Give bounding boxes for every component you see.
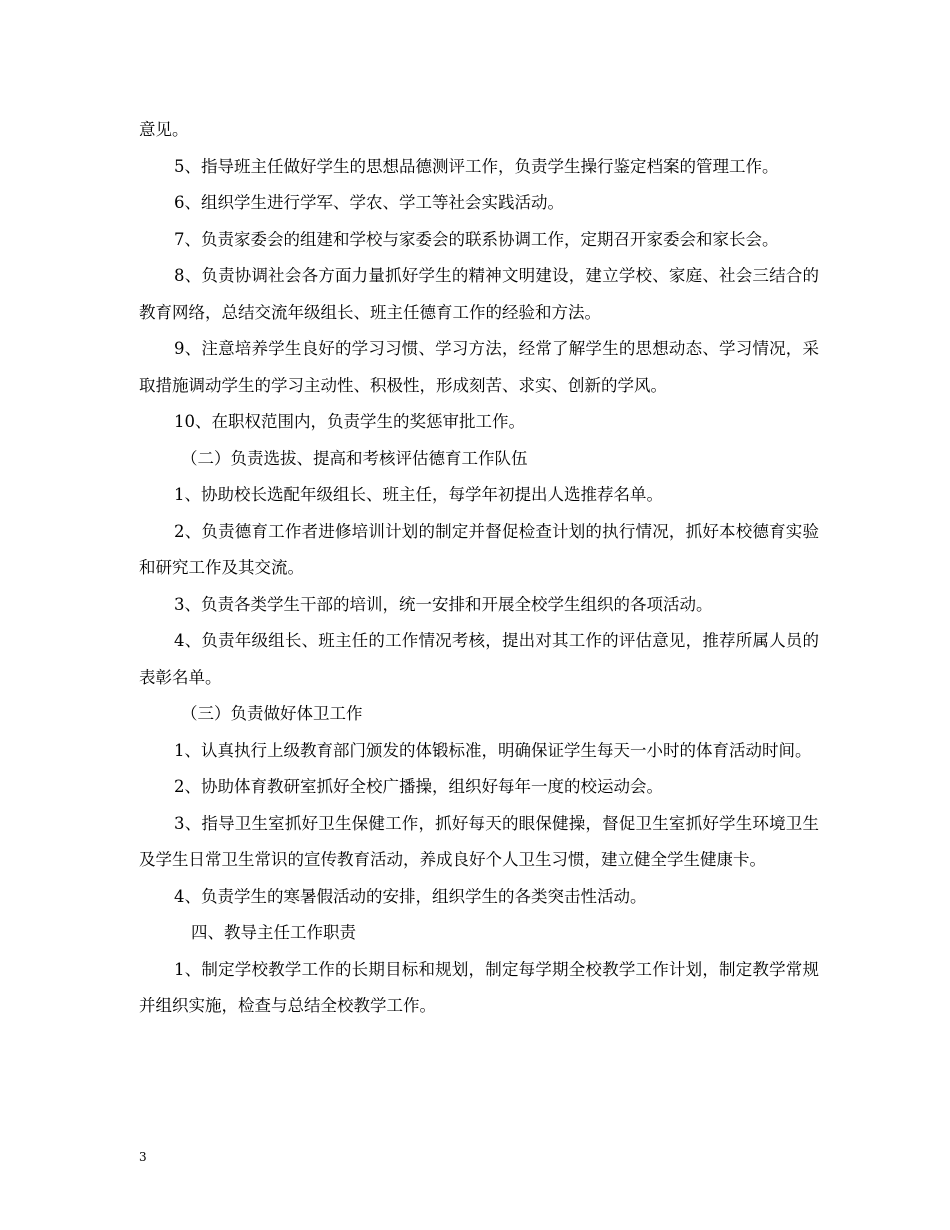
paragraph-item-8: 8、负责协调社会各方面力量抓好学生的精神文明建设，建立学校、家庭、社会三结合的教育网络，总结交流年级组长、班主任德育工作的经验和方法。 — [139, 266, 819, 322]
paragraph-item-5: 5、指导班主任做好学生的思想品德测评工作，负责学生操行鉴定档案的管理工作。 — [174, 156, 779, 176]
paragraph-section3-item-2: 2、协助体育教研室抓好全校广播操，组织好每年一度的校运动会。 — [174, 777, 663, 796]
paragraph-item-9: 9、注意培养学生良好的学习习惯、学习方法，经常了解学生的思想动态、学习情况，采取措施调动学生的学习主动性、积极性，形成刻苦、求实、创新的学风。 — [139, 339, 819, 395]
page-number: 3 — [139, 1150, 147, 1164]
paragraph-section2-item-4: 4、负责年级组长、班主任的工作情况考核，提出对其工作的评估意见，推荐所属人员的表彰名单。 — [139, 631, 819, 687]
document-body — [139, 112, 819, 1025]
paragraph-section2-item-2: 2、负责德育工作者进修培训计划的制定并督促检查计划的执行情况，抓好本校德育实验和研究工作及其交流。 — [139, 521, 819, 577]
section-heading-3: （三）负责做好体卫工作 — [181, 704, 363, 723]
paragraph-section4-item-1: 1、制定学校教学工作的长期目标和规划，制定每学期全校教学工作计划，制定教学常规并组织实施，检查与总结全校教学工作。 — [139, 959, 819, 1015]
paragraph-section3-item-1: 1、认真执行上级教育部门颁发的体锻标准，明确保证学生每天一小时的体育活动时间。 — [174, 740, 812, 760]
paragraph-section3-item-4: 4、负责学生的寒暑假活动的安排，组织学生的各类突击性活动。 — [174, 886, 647, 906]
paragraph-item-7: 7、负责家委会的组建和学校与家委会的联系协调工作，定期召开家委会和家长会。 — [174, 229, 779, 249]
section-heading-4: 四、教导主任工作职责 — [191, 923, 356, 942]
section-heading-2: （二）负责选拔、提高和考核评估德育工作队伍 — [181, 448, 528, 468]
paragraph-section2-item-3: 3、负责各类学生干部的培训，统一安排和开展全校学生组织的各项活动。 — [174, 594, 713, 614]
paragraph-item-6: 6、组织学生进行学军、学农、学工等社会实践活动。 — [174, 193, 564, 212]
paragraph-item-10: 10、在职权范围内，负责学生的奖惩审批工作。 — [174, 412, 525, 431]
paragraph-section3-item-3: 3、指导卫生室抓好卫生保健工作，抓好每天的眼保健操，督促卫生室抓好学生环境卫生及学生日常卫生常识的宣传教育活动，养成良好个人卫生习惯，建立健全学生健康卡。 — [139, 813, 819, 869]
paragraph-continuation: 意见。 — [139, 120, 189, 139]
paragraph-section2-item-1: 1、协助校长选配年级组长、班主任，每学年初提出人选推荐名单。 — [174, 485, 663, 504]
